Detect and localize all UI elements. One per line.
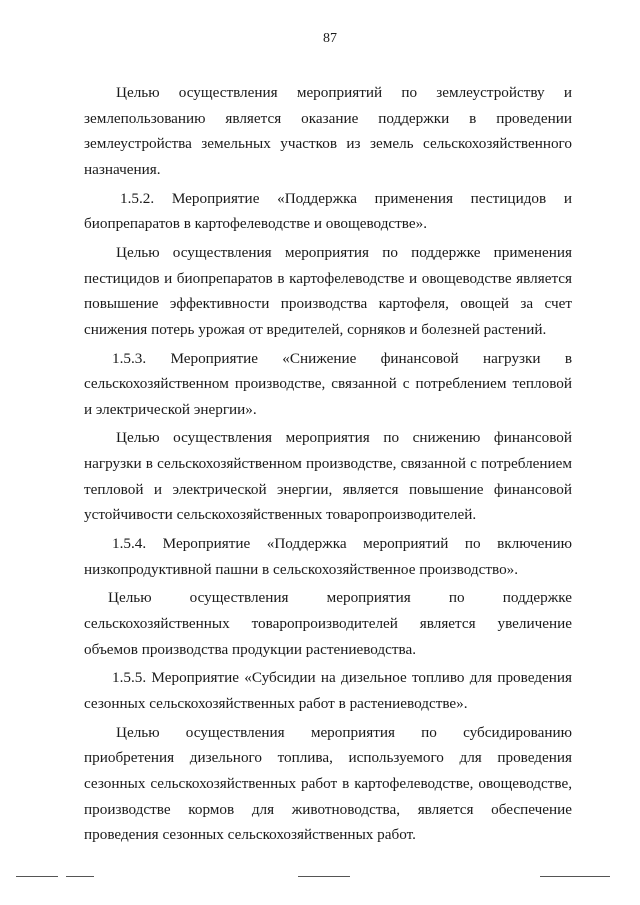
paragraph-measure-1-5-4-goal: Целью осуществления мероприятия по поддержке сельскохозяйственных товаропроизводителей является увеличение объемов производства продукции растениеводства. bbox=[84, 589, 572, 658]
paragraph-measure-1-5-3-goal: Целью осуществления мероприятия по снижению финансовой нагрузки в сельскохозяйственном производстве, связанной с потреблением тепловой и электрической энергии, является повышение финансовой устойчивости сельскохозяйственных товаропроизводителей. bbox=[84, 429, 572, 524]
page-number: 87 bbox=[323, 31, 337, 46]
paragraph-measure-1-5-2-title: 1.5.2. Мероприятие «Поддержка применения пестицидов и биопрепаратов в картофелеводстве и овощеводстве». bbox=[84, 189, 572, 233]
footer-rule bbox=[16, 876, 58, 877]
paragraph-measure-1-5-4-title: 1.5.4. Мероприятие «Поддержка мероприятий по включению низкопродуктивной пашни в сельскохозяйственное производство». bbox=[84, 535, 572, 578]
paragraph-measure-1-5-5-goal: Целью осуществления мероприятия по субсидированию приобретения дизельного топлива, используемого для проведения сезонных сельскохозяйственных работ в картофелеводстве, овощеводстве, производстве кормов для животноводства, является обеспечение проведения сезонных сельскохозяйственных работ. bbox=[84, 723, 572, 844]
footer-rule bbox=[540, 876, 610, 877]
paragraph-measure-1-5-2-goal: Целью осуществления мероприятия по поддержке применения пестицидов и биопрепаратов в картофелеводстве и овощеводстве является повышение эффективности производства картофеля, овощей за счет снижения потерь урожая от вредителей, сорняков и болезней растений. bbox=[84, 243, 572, 338]
footer-rule bbox=[66, 876, 94, 877]
paragraph-measure-1-5-3-title: 1.5.3. Мероприятие «Снижение финансовой нагрузки в сельскохозяйственном производстве, связанной с потреблением тепловой и электрической энергии». bbox=[84, 349, 572, 418]
document-body bbox=[84, 80, 572, 851]
paragraph-measure-1-5-5-title: 1.5.5. Мероприятие «Субсидии на дизельное топливо для проведения сезонных сельскохозяйственных работ в растениеводстве». bbox=[84, 669, 572, 712]
paragraph-land-management-goal: Целью осуществления мероприятий по землеустройству и землепользованию является оказание поддержки в проведении землеустройства земельных участков из земель сельскохозяйственного назначения. bbox=[84, 84, 572, 178]
footer-rule bbox=[298, 876, 350, 877]
